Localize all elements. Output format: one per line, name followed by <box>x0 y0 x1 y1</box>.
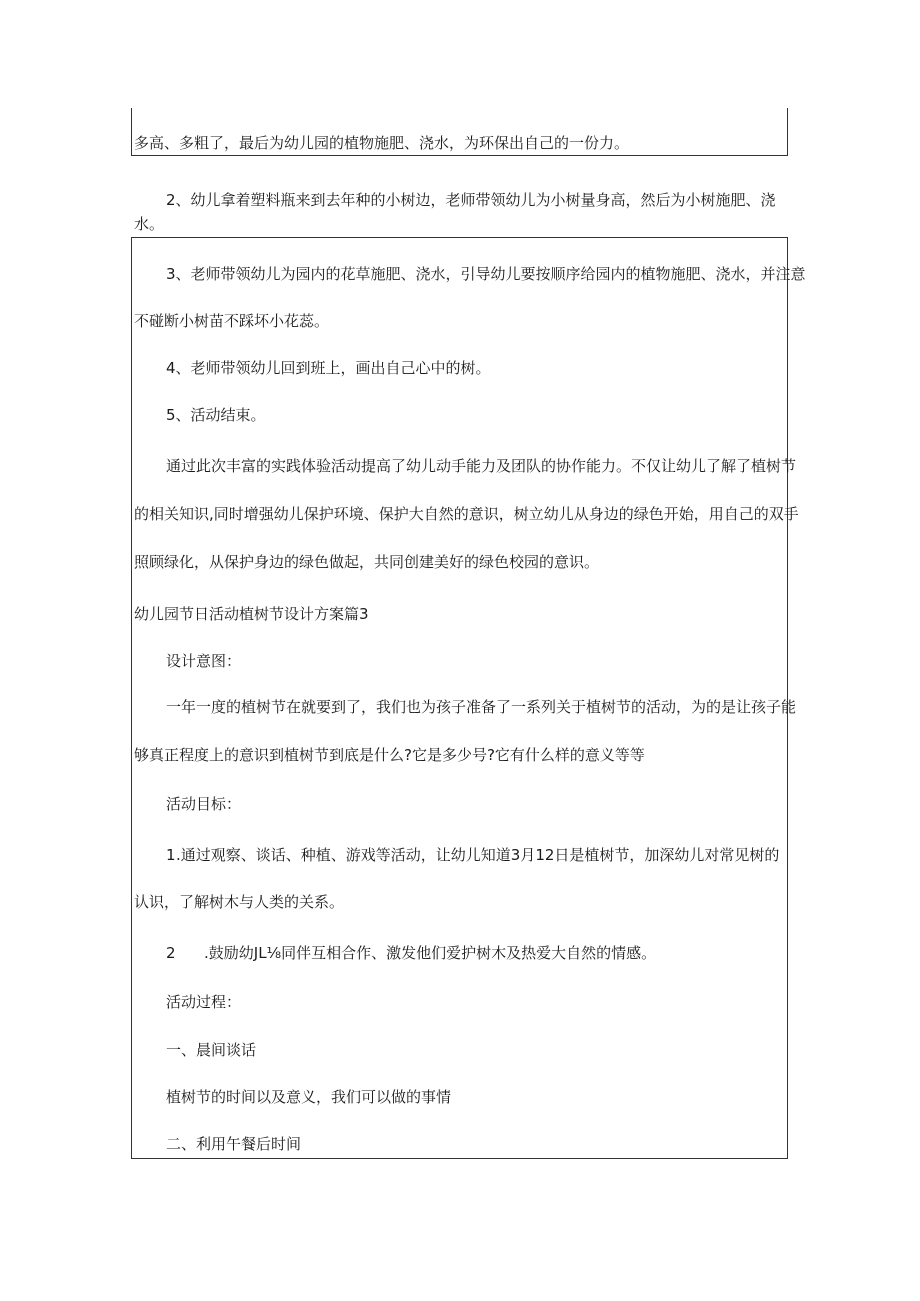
text-line: 照顾绿化，从保护身边的绿色做起，共同创建美好的绿色校园的意识。 <box>134 553 600 571</box>
text-line: 二、利用午餐后时间 <box>166 1135 302 1153</box>
text-line: 3、老师带领幼儿为园内的花草施肥、浇水，引导幼儿要按顺序给园内的植物施肥、浇水，并注意 <box>166 265 806 283</box>
text-line: 植树节的时间以及意义，我们可以做的事情 <box>166 1088 452 1106</box>
text-line: 一年一度的植树节在就要到了，我们也为孩子准备了一系列关于植树节的活动，为的是让孩子能 <box>166 698 797 716</box>
text-line: 通过此次丰富的实践体验活动提高了幼儿动手能力及团队的协作能力。不仅让幼儿了解了植树节 <box>166 457 797 475</box>
list-number: 1 <box>166 846 176 864</box>
text-line: 的相关知识,同时增强幼儿保护环境、保护大自然的意识，树立幼儿从身边的绿色开始，用自己的双手 <box>134 505 799 523</box>
text-line: .鼓励幼JL⅛同伴互相合作、激发他们爱护树木及热爱大自然的情感。 <box>204 944 657 962</box>
text-line: 不碰断小树苗不踩坏小花蕊。 <box>134 312 330 330</box>
list-number: 2 <box>166 944 176 962</box>
text-line: 一、晨间谈话 <box>166 1041 257 1059</box>
section-title: 幼儿园节日活动植树节设计方案篇3 <box>134 605 369 623</box>
text-line: 够真正程度上的意识到植树节到底是什么?它是多少号?它有什么样的意义等等 <box>134 746 645 764</box>
text-line: 活动过程： <box>166 993 242 1011</box>
text-line: 4、老师带领幼儿回到班上，画出自己心中的树。 <box>166 359 491 377</box>
text-line: 活动目标： <box>166 795 242 813</box>
text-line: 2、幼儿拿着塑料瓶来到去年种的小树边，老师带领幼儿为小树量身高，然后为小树施肥、浇 <box>166 191 776 209</box>
text-line: .通过观察、谈话、种植、游戏等活动，让幼儿知道3月12日是植树节，加深幼儿对常见树的 <box>176 846 780 864</box>
text-line: 设计意图： <box>166 652 242 670</box>
text-line: 多高、多粗了，最后为幼儿园的植物施肥、浇水，为环保出自己的一份力。 <box>134 134 630 152</box>
text-line: 5、活动结束。 <box>166 406 266 424</box>
text-line: 认识，了解树木与人类的关系。 <box>134 893 345 911</box>
text-line: 水。 <box>134 215 165 233</box>
